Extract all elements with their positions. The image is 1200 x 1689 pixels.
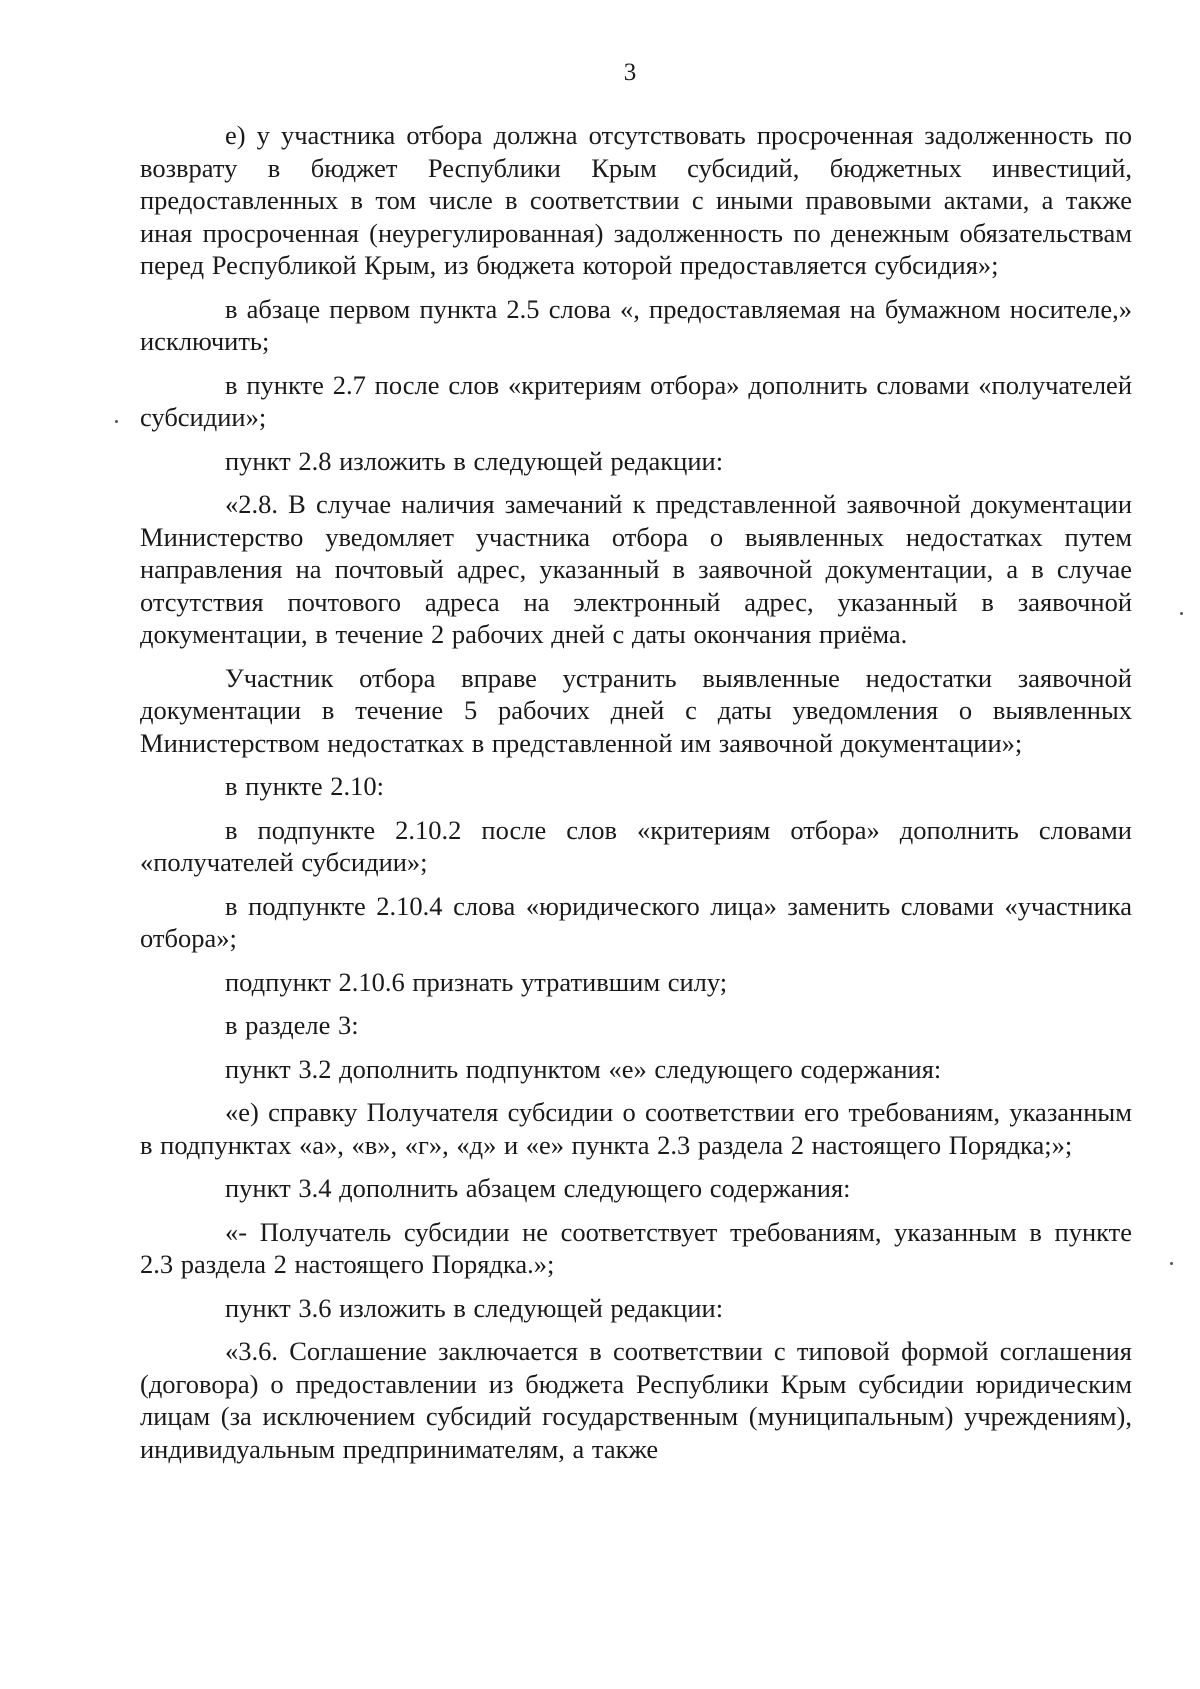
paragraph-16: пункт 3.6 изложить в следующей редакции: [225, 1292, 724, 1323]
paragraph-3: в пункте 2.7 после слов «критериям отбора» дополнить словами «получателей субсидии»; [140, 369, 1132, 432]
page-number: 3 [623, 59, 637, 86]
paragraph-1: е) у участника отбора должна отсутствовать просроченная задолженность по возврату в бюджет Республики Крым субсидий, бюджетных инвестиций, предоставленных в том числе в соответствии с иными правовыми актами, а также иная просроченная (неурегулированная) задолженность по денежным обязательствам перед Республикой Крым, из бюджета которой предоставляется субсидия»; [140, 120, 1132, 280]
paragraph-12: пункт 3.2 дополнить подпунктом «е» следующего содержания: [225, 1053, 942, 1084]
paragraph-17: «3.6. Соглашение заключается в соответствии с типовой формой соглашения (договора) о предоставлении из бюджета Республики Крым субсидии юридическим лицам (за исключением субсидий государственным (муниципальным) учреждениям), индивидуальным предпринимателям, а также [140, 1336, 1132, 1464]
paragraph-11: в разделе 3: [225, 1010, 359, 1040]
document-body [140, 119, 1132, 1476]
paragraph-14: пункт 3.4 дополнить абзацем следующего содержания: [225, 1173, 851, 1203]
paragraph-2: в абзаце первом пункта 2.5 слова «, предоставляемая на бумажном носителе,» исключить; [140, 293, 1132, 356]
paragraph-4: пункт 2.8 изложить в следующей редакции: [225, 445, 724, 476]
paragraph-5: «2.8. В случае наличия замечаний к представленной заявочной документации Министерство уведомляет участника отбора о выявленных недостатках путем направления на почтовый адрес, указанный в заявочной документации, а в случае отсутствия почтового адреса на электронный адрес, указанный в заявочной документации, в течение 2 рабочих дней с даты окончания приёма. [140, 489, 1132, 649]
scan-speck [1170, 1262, 1173, 1265]
paragraph-13: «е) справку Получателя субсидии о соответствии его требованиям, указанным в подпунктах «а», «в», «г», «д» и «е» пункта 2.3 раздела 2 настоящего Порядка;»; [140, 1097, 1132, 1160]
paragraph-10: подпункт 2.10.6 признать утратившим силу; [225, 966, 728, 997]
paragraph-8: в подпункте 2.10.2 после слов «критериям отбора» дополнить словами «получателей субсидии»; [140, 814, 1132, 877]
paragraph-7: в пункте 2.10: [225, 771, 384, 801]
paragraph-9: в подпункте 2.10.4 слова «юридического лица» заменить словами «участника отбора»; [140, 890, 1132, 953]
scan-speck [1180, 612, 1183, 615]
paragraph-15: «- Получатель субсидии не соответствует требованиям, указанным в пункте 2.3 раздела 2 настоящего Порядка.»; [140, 1216, 1132, 1279]
paragraph-6: Участник отбора вправе устранить выявленные недостатки заявочной документации в течение 5 рабочих дней с даты уведомления о выявленных Министерством недостатках в представленной им заявочной документации»; [140, 662, 1132, 758]
scan-speck [115, 420, 118, 423]
